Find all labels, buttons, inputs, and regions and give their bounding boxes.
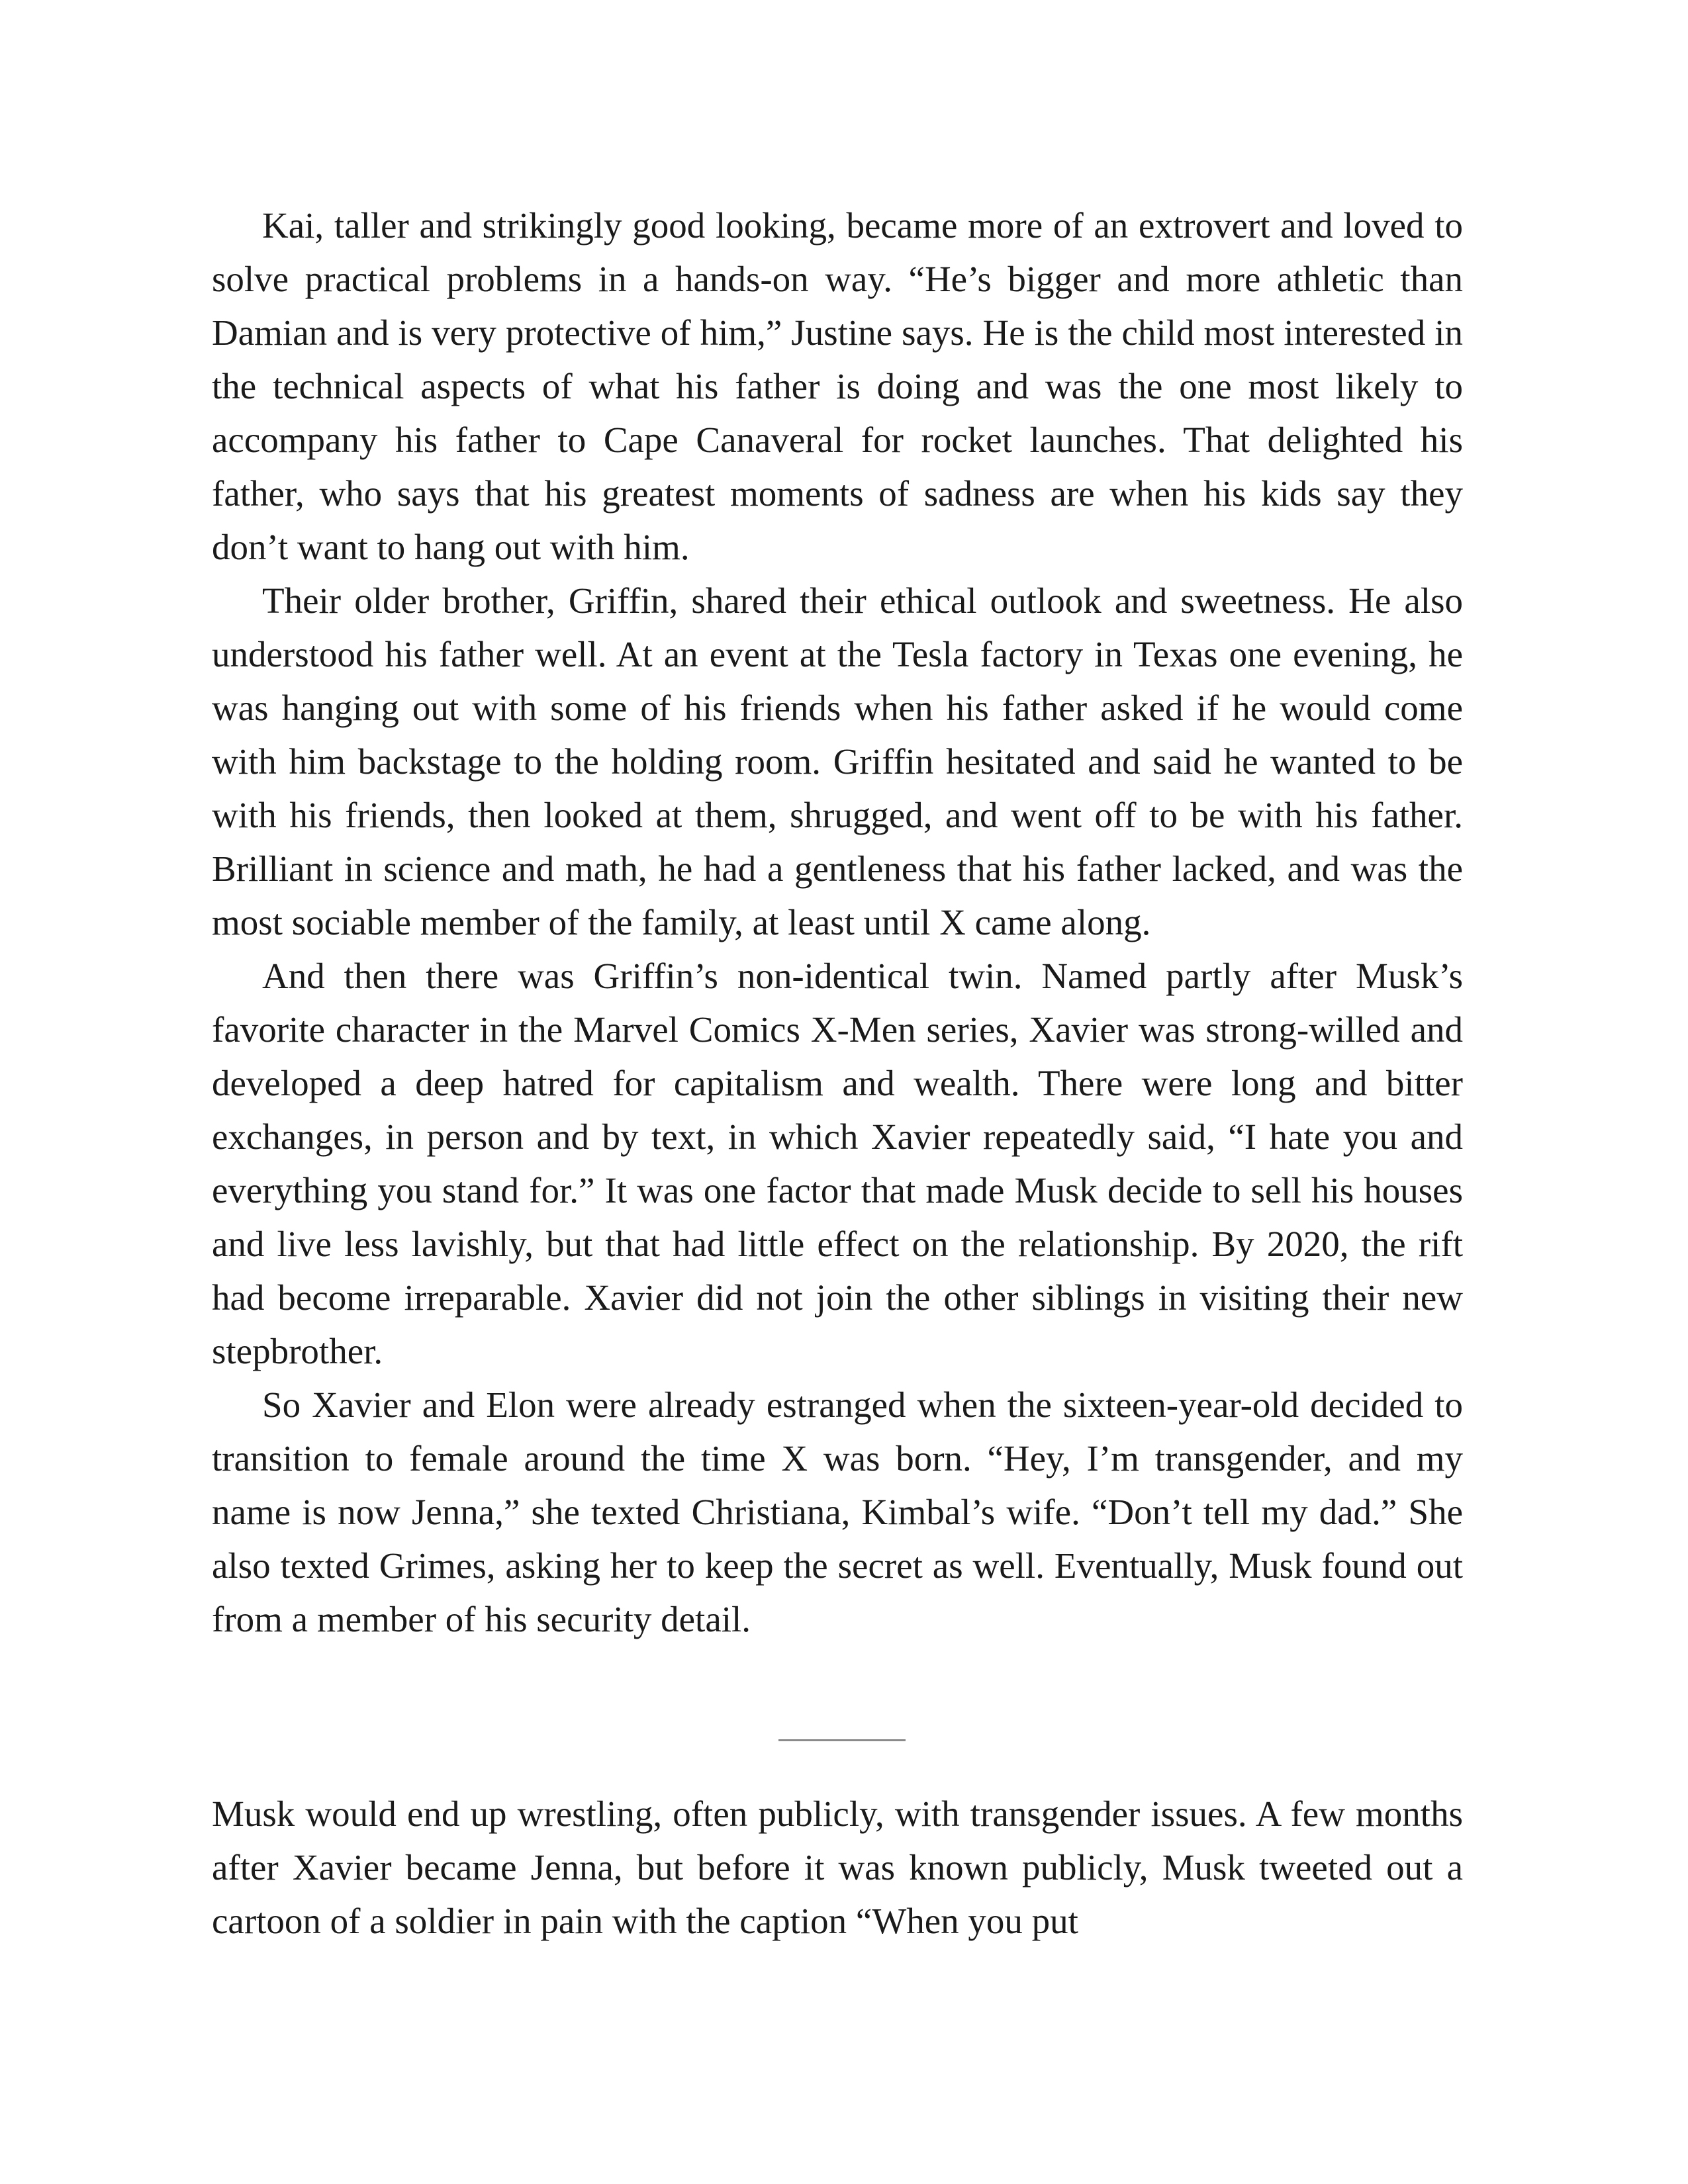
paragraph-jenna: So Xavier and Elon were already estranged when the sixteen-year-old decided to transition to female around the time X was born. “Hey, I’m transgender, and my name is now Jenna,” she texted Christiana, Kimbal’s wife. “Don’t tell my dad.” She also texted Grimes, asking her to keep the secret as well. Eventually, Musk found out from a member of his security detail. (212, 1385, 1463, 1639)
section-divider (778, 1739, 906, 1741)
paragraph-transgender-issues: Musk would end up wrestling, often publicly, with transgender issues. A few months after Xavier became Jenna, but before it was known publicly, Musk tweeted out a cartoon of a soldier in pain with the caption “When you put (212, 1794, 1463, 1941)
body-text-section-two (212, 1787, 1463, 1948)
paragraph-kai: Kai, taller and strikingly good looking, became more of an extrovert and loved to solve practical problems in a hands-on way. “He’s bigger and more athletic than Damian and is very protective of him,” Justine says. He is the child most interested in the technical aspects of what his father is doing and was the one most likely to accompany his father to Cape Canaveral for rocket launches. That delighted his father, who says that his greatest moments of sadness are when his kids say they don’t want to hang out with him. (212, 205, 1463, 567)
paragraph-xavier: And then there was Griffin’s non-identical twin. Named partly after Musk’s favorite character in the Marvel Comics X-Men series, Xavier was strong-willed and developed a deep hatred for capitalism and wealth. There were long and bitter exchanges, in person and by text, in which Xavier repeatedly said, “I hate you and everything you stand for.” It was one factor that made Musk decide to sell his houses and live less lavishly, but that had little effect on the relationship. By 2020, the rift had become irreparable. Xavier did not join the other siblings in visiting their new stepbrother. (212, 956, 1463, 1371)
body-text-section-one (212, 199, 1463, 1646)
paragraph-griffin: Their older brother, Griffin, shared their ethical outlook and sweetness. He also understood his father well. At an event at the Tesla factory in Texas one evening, he was hanging out with some of his friends when his father asked if he would come with him backstage to the holding room. Griffin hesitated and said he wanted to be with his friends, then looked at them, shrugged, and went off to be with his father. Brilliant in science and math, he had a gentleness that his father lacked, and was the most sociable member of the family, at least until X came along. (212, 580, 1463, 942)
